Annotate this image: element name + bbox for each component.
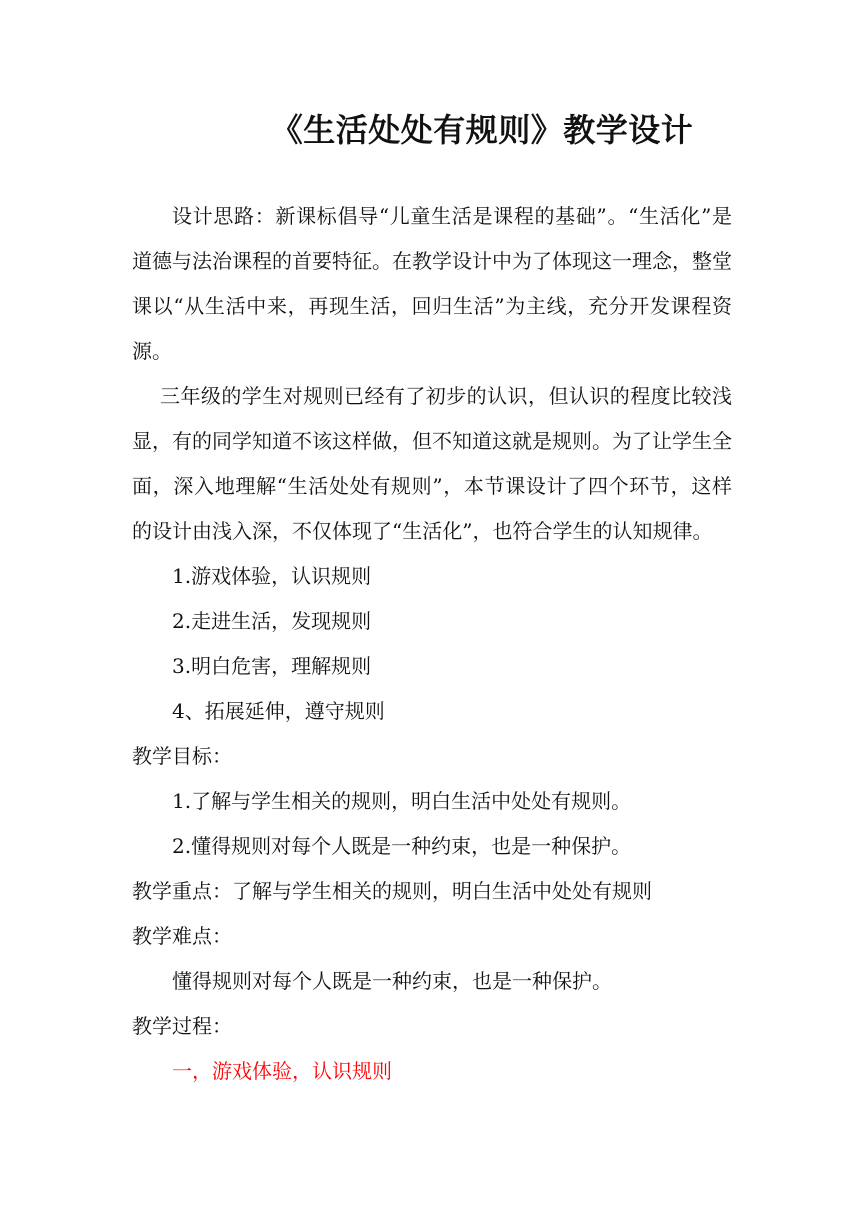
teaching-steps-list bbox=[132, 554, 732, 734]
student-analysis-paragraph: 三年级的学生对规则已经有了初步的认识，但认识的程度比较浅显，有的同学知道不该这样做，但不知道这就是规则。为了让学生全面，深入地理解“生活处处有规则”，本节课设计了四个环节，这样的设计由浅入深，不仅体现了“生活化”，也符合学生的认知规律。 bbox=[132, 384, 732, 543]
step-item-1: 1.游戏体验，认识规则 bbox=[172, 564, 372, 588]
process-heading: 教学过程： bbox=[132, 1014, 232, 1038]
key-point-paragraph: 教学重点：了解与学生相关的规则，明白生活中处处有规则 bbox=[132, 879, 652, 903]
step-item-2: 2.走进生活，发现规则 bbox=[172, 609, 372, 633]
design-idea-paragraph: 设计思路：新课标倡导“儿童生活是课程的基础”。“生活化”是道德与法治课程的首要特征。在教学设计中为了体现这一理念，整堂课以“从生活中来，再现生活，回归生活”为主线，充分开发课程资源。 bbox=[132, 204, 732, 363]
difficulty-text: 懂得规则对每个人既是一种约束，也是一种保护。 bbox=[172, 969, 612, 993]
document-body bbox=[132, 194, 732, 1094]
document-title: 《生活处处有规则》教学设计 bbox=[270, 111, 694, 149]
step-item-4: 4、拓展延伸，遵守规则 bbox=[172, 699, 385, 723]
difficulty-heading: 教学难点： bbox=[132, 924, 232, 948]
process-section-heading: 一，游戏体验，认识规则 bbox=[172, 1059, 392, 1083]
objective-item-1: 1.了解与学生相关的规则，明白生活中处处有规则。 bbox=[172, 789, 632, 813]
step-item-3: 3.明白危害，理解规则 bbox=[172, 654, 372, 678]
objectives-heading: 教学目标： bbox=[132, 744, 232, 768]
objective-item-2: 2.懂得规则对每个人既是一种约束，也是一种保护。 bbox=[172, 834, 632, 858]
